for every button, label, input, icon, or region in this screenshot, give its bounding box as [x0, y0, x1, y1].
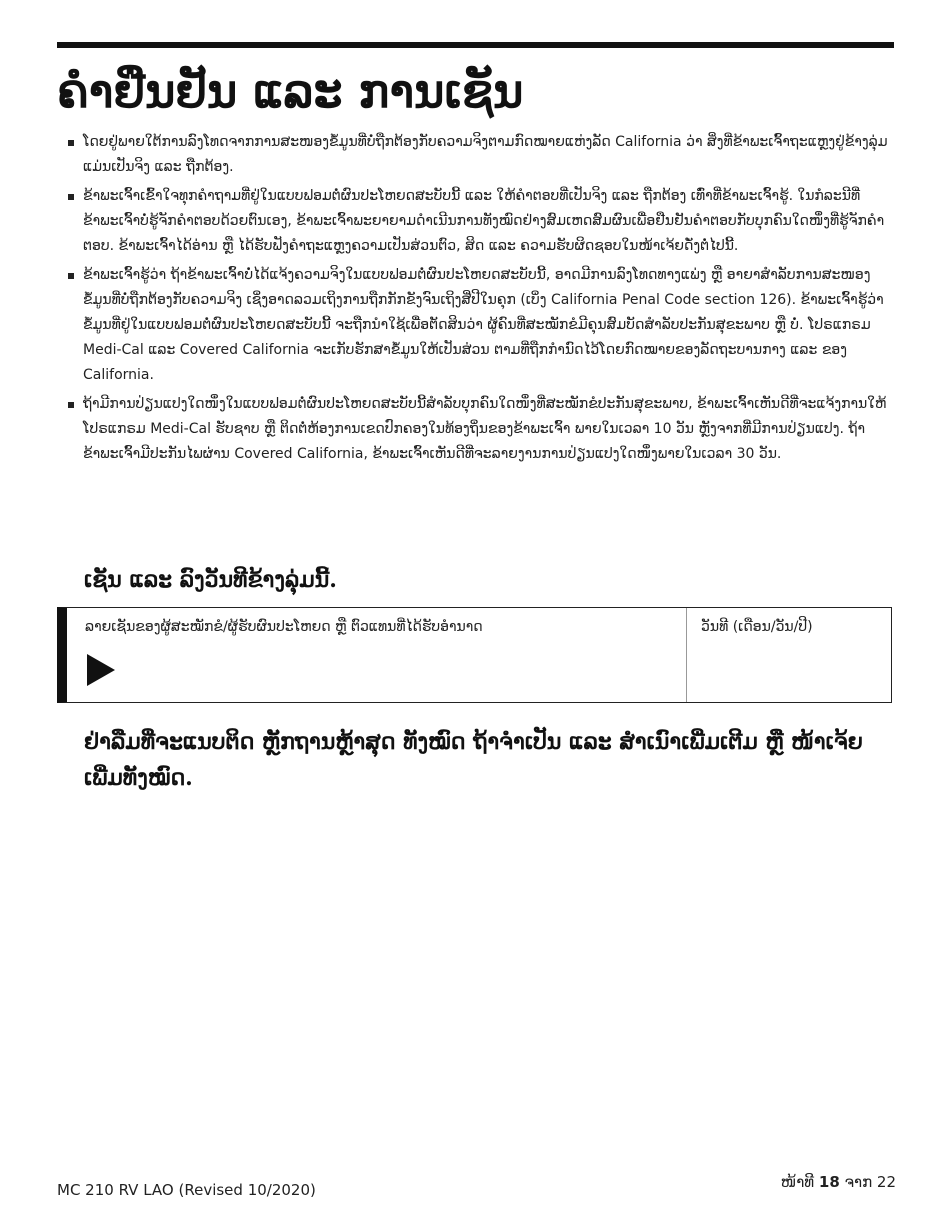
declaration-item: ໂດຍຢູ່ພາຍໃຕ້ການລົງໂທດຈາກການສະໜອງຂໍ້ມູນທີ່ບໍ່ຖືກຕ້ອງກັບຄວາມຈິງຕາມກົດໝາຍແຫ່ງລັດ California ວ່າ ສິ່ງທີ່ຂ້າພະເຈົ້າຖະແຫຼງຢູ່ຂ້າງລຸ່ມແມ່ນເປັນຈິງ ແລະ ຖືກຕ້ອງ.	[68, 130, 896, 180]
declaration-list	[68, 130, 896, 471]
page-of: ຈາກ	[844, 1173, 873, 1191]
signature-field[interactable]	[67, 608, 687, 702]
attachment-reminder: ຢ່າລືມທີ່ຈະແນບຕິດ ຫຼັກຖານຫຼ້າສຸດ ທັງໝົດ ຖ້າຈຳເປັນ ແລະ ສຳເນົາເພີ່ມເຕີມ ຫຼື ໜ້າເຈ້ຍເພີ່ມທັງໝົດ.	[84, 729, 863, 791]
top-rule	[57, 42, 894, 48]
declaration-item: ຂ້າພະເຈົ້າເຂົ້າໃຈທຸກຄຳຖາມທີ່ຢູ່ໃນແບບຟອມຕໍ່ຜົນປະໂຫຍດສະບັບນີ້ ແລະ ໃຫ້ຄຳຕອບທີ່ເປັນຈິງ ແລະ ຖືກຕ້ອງ ເທົ່າທີ່ຂ້າພະເຈົ້າຮູ້. ໃນກໍລະນີທີ່ຂ້າພະເຈົ້າບໍ່ຮູ້ຈັກຄຳຕອບດ້ວຍຕົນເອງ, ຂ້າພະເຈົ້າພະຍາຍາມດຳເນີນການທັງໝົດຢ່າງສົມເຫດສົມຜົນເພື່ອຢືນຢັນຄຳຕອບກັບບຸກຄົນໃດໜຶ່ງທີ່ຮູ້ຈັກຄຳຕອບ. ຂ້າພະເຈົ້າໄດ້ອ່ານ ຫຼື ໄດ້ຮັບຟັງຄຳຖະແຫຼງຄວາມເປັນສ່ວນຕົວ, ສິດ ແລະ ຄວາມຮັບຜິດຊອບໃນໜ້າເຈ້ຍດັ່ງຕໍ່ໄປນີ້.	[68, 184, 896, 259]
signature-box	[57, 607, 892, 703]
date-label: ວັນທີ (ເດືອນ/ວັນ/ປີ)	[701, 619, 813, 635]
page-total: 22	[876, 1173, 896, 1191]
signature-label: ລາຍເຊັນຂອງຜູ້ສະໝັກຂໍ/ຜູ້ຮັບຜົນປະໂຫຍດ ຫຼື ຕົວແທນທີ່ໄດ້ຮັບອຳນາດ	[85, 619, 483, 635]
date-field[interactable]	[687, 608, 891, 702]
declaration-item: ຖ້າມີການປ່ຽນແປງໃດໜຶ່ງໃນແບບຟອມຕໍ່ຜົນປະໂຫຍດສະບັບນີ້ສຳລັບບຸກຄົນໃດໜຶ່ງທີ່ສະໝັກຂໍປະກັນສຸຂະພາບ, ຂ້າພະເຈົ້າເຫັນດີທີ່ຈະແຈ້ງການໃຫ້ໂປຣແກຣມ Medi-Cal ຮັບຊາບ ຫຼື ຕິດຕໍ່ຫ້ອງການເຂດປົກຄອງໃນທ້ອງຖິ່ນຂອງຂ້າພະເຈົ້າ ພາຍໃນເວລາ 10 ວັນ ຫຼັງຈາກທີ່ມີການປ່ຽນແປງ. ຖ້າຂ້າພະເຈົ້າມີປະກັນໄພຜ່ານ Covered California, ຂ້າພະເຈົ້າເຫັນດີທີ່ຈະລາຍງານການປ່ຽນແປງໃດໜຶ່ງພາຍໃນເວລາ 30 ວັນ.	[68, 392, 896, 467]
sign-here-arrow-icon	[87, 654, 115, 686]
declaration-item: ຂ້າພະເຈົ້າຮູ້ວ່າ ຖ້າຂ້າພະເຈົ້າບໍ່ໄດ້ແຈ້ງຄວາມຈິງໃນແບບຟອມຕໍ່ຜົນປະໂຫຍດສະບັບນີ້, ອາດມີການລົງໂທດທາງແພ່ງ ຫຼື ອາຍາສຳລັບການສະໜອງຂໍ້ມູນທີ່ບໍ່ຖືກຕ້ອງກັບຄວາມຈິງ ເຊິ່ງອາດລວມເຖິງການຖືກກັກຂັງຈົນເຖິງສີ່ປີໃນຄຸກ (ເບິ່ງ California Penal Code section 126). ຂ້າພະເຈົ້າຮູ້ວ່າ ຂໍ້ມູນທີ່ຢູ່ໃນແບບຟອມຕໍ່ຜົນປະໂຫຍດສະບັບນີ້ ຈະຖືກນຳໃຊ້ເພື່ອຕັດສິນວ່າ ຜູ້ຄົນທີ່ສະໝັກຂໍມີຄຸນສົມບັດສຳລັບປະກັນສຸຂະພາບ ຫຼື ບໍ່. ໂປຣແກຣມ Medi-Cal ແລະ Covered California ຈະເກັບຮັກສາຂໍ້ມູນໃຫ້ເປັນສ່ວນ ຕາມທີ່ຖືກກຳນົດໄວ້ໂດຍກົດໝາຍຂອງລັດຖະບານກາງ ແລະ ຂອງ California.	[68, 263, 896, 388]
page-prefix: ໜ້າທີ	[780, 1173, 815, 1191]
form-code: MC 210 RV LAO (Revised 10/2020)	[57, 1181, 316, 1199]
page-indicator	[781, 1172, 896, 1192]
section-title: ຄຳຢືນຢັນ ແລະ ການເຊັນ	[57, 64, 524, 118]
sign-heading: ເຊັນ ແລະ ລົງວັນທີຂ້າງລຸ່ມນີ້.	[84, 567, 337, 593]
page-number: 18	[818, 1173, 840, 1191]
